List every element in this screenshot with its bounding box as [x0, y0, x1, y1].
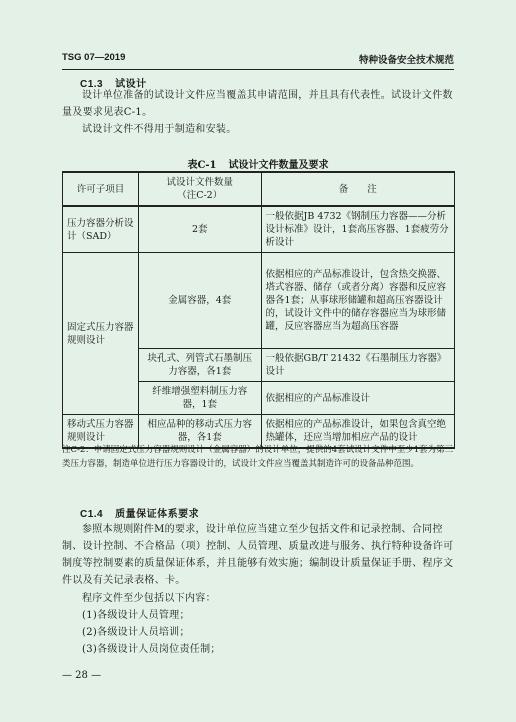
section-number: C1.3 — [80, 79, 104, 90]
col-header-qty: 试设计文件数量 （注C-2） — [138, 172, 261, 206]
section-c14-title — [80, 505, 199, 520]
cell-qty: 纤维增强塑料制压力容器，1套 — [138, 382, 261, 415]
section-number: C1.4 — [80, 509, 104, 520]
paragraph: 参照本规则附件M的要求，设计单位应当建立至少包括文件和记录控制、合同控制、设计控制、不合格品（项）控制、人员管理、质量改进与服务、执行特种设备许可制度等控制要素的质量保证体系，并且能够有效实施；编制设计质量保证手册、程序文件以及有关记录表格、卡。 — [62, 524, 454, 586]
cell-qty: 2套 — [138, 206, 261, 253]
table-row — [63, 206, 455, 253]
requirements-table — [62, 171, 455, 449]
table-title: 试设计文件数量及要求 — [228, 160, 329, 171]
paragraph: 设计单位准备的试设计文件应当覆盖其申请范围，并且具有代表性。试设计文件数量及要求见表C-1。 — [62, 90, 453, 118]
list-item: (3)各级设计人员岗位责任制； — [82, 644, 221, 655]
list-item: (2)各级设计人员培训； — [82, 627, 190, 638]
table-caption — [0, 156, 516, 171]
col-header-note: 备 注 — [261, 172, 454, 206]
cell-note: 依据相应的产品标准设计 — [261, 382, 454, 415]
cell-note: 一般依据GB/T 21432《石墨制压力容器》设计 — [261, 349, 454, 382]
paragraph: 试设计文件不得用于制造和安装。 — [82, 124, 237, 135]
col-header-project: 许可子项目 — [63, 172, 139, 206]
page-number: — 28 — — [62, 670, 102, 681]
paragraph: 程序文件至少包括以下内容： — [82, 593, 216, 604]
table-header-row — [63, 172, 455, 206]
list-item: (1)各级设计人员管理； — [82, 610, 190, 621]
table-number: 表C-1 — [187, 160, 217, 171]
header-right: 特种设备安全技术规范 — [358, 55, 454, 66]
section-heading: 试设计 — [115, 79, 147, 90]
cell-note: 一般依据JB 4732《钢制压力容器——分析设计标准》设计，1套高压容器、1套疲劳分析设计 — [261, 206, 454, 253]
table-footnote: 注C-2：申请固定式压力容器规则设计（金属容器）的设计单位，提供的4套试设计文件中至少1套为第三类压力容器，制造单位进行压力容器设计的，试设计文件应当覆盖其制造许可的设备品种范围。 — [62, 445, 454, 469]
table-row — [63, 253, 455, 349]
cell-note: 依据相应的产品标准设计，包含热交换器、塔式容器、储存（或者分离）容器和反应容器各1套；从事球形储罐和超高压容器设计的，试设计文件中的储存容器应当为球形储罐，反应容器应当为超高压容器 — [261, 253, 454, 349]
cell-qty: 块孔式、列管式石墨制压力容器，各1套 — [138, 349, 261, 382]
cell-project: 移动式压力容器规则设计 — [63, 415, 139, 449]
cell-project: 固定式压力容器规则设计 — [63, 253, 139, 415]
section-heading: 质量保证体系要求 — [115, 509, 200, 520]
page-header — [62, 52, 454, 70]
cell-qty: 相应品种的移动式压力容器，各1套 — [138, 415, 261, 449]
cell-project: 压力容器分析设计（SAD） — [63, 206, 139, 253]
cell-note: 依据相应的产品标准设计，如果包含真空绝热罐体，还应当增加相应产品的设计 — [261, 415, 454, 449]
header-left: TSG 07—2019 — [62, 52, 126, 63]
cell-qty: 金属容器，4套 — [138, 253, 261, 349]
